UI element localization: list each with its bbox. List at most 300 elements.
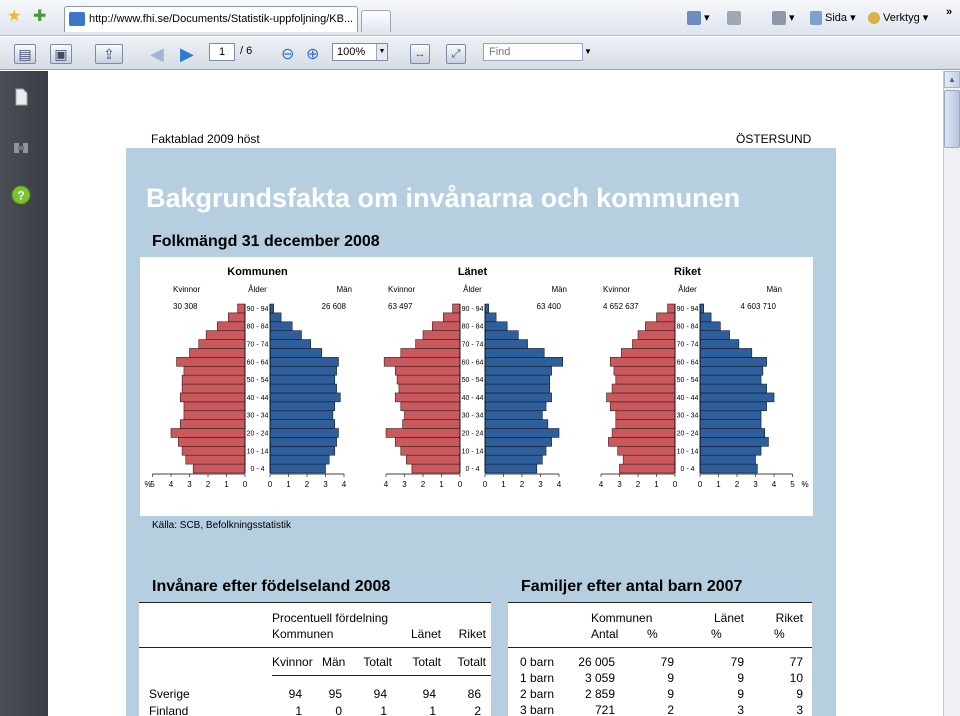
bar-women	[401, 348, 460, 357]
age-tick-label: 50 - 54	[461, 377, 484, 385]
age-tick-label: 30 - 34	[461, 412, 484, 420]
bar-women	[238, 304, 245, 313]
x-unit-right: %	[801, 480, 809, 489]
sub-header-pct-riket: %	[774, 627, 785, 641]
cell-lanet: 79	[730, 655, 744, 669]
bar-women	[401, 446, 460, 455]
age-tick-label: 80 - 84	[246, 323, 269, 331]
cell-pct: 79	[660, 655, 674, 669]
bar-women	[616, 411, 675, 420]
bar-men	[270, 357, 338, 366]
find-dropdown-icon[interactable]: ▼	[584, 47, 592, 56]
sub-header-kvinnor: Kvinnor	[272, 655, 313, 669]
bar-women	[645, 322, 675, 331]
bar-men	[270, 322, 292, 331]
gear-icon	[868, 12, 880, 24]
bar-women	[657, 313, 676, 322]
bar-men	[485, 420, 548, 429]
cell-kvinnor: 1	[295, 704, 302, 716]
pdf-nav-pane	[0, 71, 48, 716]
fit-page-button[interactable]	[446, 44, 466, 64]
bar-women	[403, 420, 460, 429]
age-label: Ålder	[463, 285, 482, 294]
bar-men	[485, 348, 544, 357]
bar-women	[180, 420, 245, 429]
cell-riket: 10	[789, 671, 803, 685]
bar-men	[700, 304, 704, 313]
bar-women	[432, 322, 460, 331]
bar-men	[485, 366, 552, 375]
bar-men	[700, 393, 774, 402]
bar-women	[190, 348, 246, 357]
plus-circle-icon: ⊕	[306, 46, 320, 63]
age-tick-label: 90 - 94	[246, 305, 269, 313]
x-tick-label: 1	[224, 480, 229, 489]
sub-header-totalt-kommun: Totalt	[363, 655, 392, 669]
next-page-button[interactable]	[180, 44, 194, 64]
bar-men	[270, 366, 337, 375]
bar-men	[270, 420, 335, 429]
bar-women	[182, 384, 245, 393]
bar-men	[270, 348, 322, 357]
chevron-more-icon[interactable]: »	[946, 6, 953, 18]
women-label: Kvinnor	[173, 285, 201, 294]
x-tick-label: 1	[654, 480, 659, 489]
women-total: 63 497	[388, 302, 413, 311]
subheader-divider	[272, 675, 491, 676]
age-tick-label: 70 - 74	[461, 341, 484, 349]
bar-women	[616, 420, 675, 429]
x-tick-label: 5	[790, 480, 795, 489]
svg-text:?: ?	[17, 188, 25, 203]
bar-men	[700, 375, 761, 384]
col-group-header: Procentuell fördelning	[272, 611, 389, 625]
bar-men	[485, 429, 559, 438]
x-tick-label: 0	[267, 480, 273, 489]
bar-women	[228, 313, 245, 322]
bar-men	[485, 437, 552, 446]
bar-women	[610, 357, 675, 366]
bar-men	[485, 340, 528, 349]
bar-women	[386, 429, 460, 438]
age-tick-label: 40 - 44	[461, 394, 484, 402]
x-tick-label: 4	[168, 480, 174, 489]
pages-icon[interactable]	[11, 87, 31, 107]
bar-men	[700, 446, 761, 455]
x-tick-label: 3	[538, 480, 543, 489]
panel-title: Riket	[674, 266, 701, 278]
col-header-lanet: Länet	[410, 627, 441, 641]
home-menu-arrow: ▾	[704, 12, 710, 24]
bar-men	[270, 437, 337, 446]
chart-source: Källa: SCB, Befolkningsstatistik	[152, 520, 291, 531]
share-button[interactable]	[95, 44, 123, 64]
bar-men	[700, 357, 767, 366]
bar-women	[614, 366, 675, 375]
bar-women	[610, 402, 675, 411]
bar-women	[184, 402, 245, 411]
age-tick-label: 40 - 44	[676, 394, 699, 402]
x-tick-label: 1	[716, 480, 721, 489]
bar-men	[700, 384, 767, 393]
age-tick-label: 30 - 34	[676, 412, 699, 420]
x-tick-label: 0	[697, 480, 703, 489]
browser-toolbar	[0, 0, 960, 36]
cell-antal: 721	[594, 703, 615, 716]
bar-women	[184, 366, 245, 375]
bar-men	[485, 304, 489, 313]
share-icon: ⇪	[103, 45, 115, 62]
bar-men	[270, 375, 335, 384]
x-tick-label: 3	[323, 480, 328, 489]
women-label: Kvinnor	[603, 285, 631, 294]
bar-women	[638, 331, 675, 340]
attachments-icon[interactable]	[11, 137, 31, 157]
row-label: Finland	[149, 704, 189, 716]
col-header-kommun: Kommunen	[591, 611, 653, 625]
age-label: Ålder	[248, 285, 267, 294]
x-tick-label: 3	[402, 480, 407, 489]
age-tick-label: 10 - 14	[461, 448, 484, 456]
bar-men	[270, 313, 281, 322]
bar-women	[668, 304, 675, 313]
row-label: 3 barn	[520, 703, 555, 716]
bar-women	[416, 340, 460, 349]
bar-women	[399, 384, 460, 393]
bar-men	[485, 446, 546, 455]
print-button[interactable]: ▾	[772, 10, 795, 26]
age-tick-label: 0 - 4	[680, 466, 695, 474]
x-tick-label: 2	[304, 480, 310, 489]
bar-women	[623, 455, 675, 464]
birthplace-section-title: Invånare efter födelseland 2008	[152, 578, 391, 595]
bar-women	[423, 331, 460, 340]
cell-riket: 2	[474, 704, 481, 716]
age-tick-label: 0 - 4	[250, 466, 265, 474]
zoom-dropdown-icon[interactable]: ▼	[376, 44, 387, 60]
prev-page-button[interactable]	[150, 44, 164, 64]
bar-men	[700, 331, 730, 340]
bar-men	[700, 322, 720, 331]
panel-title: Kommunen	[227, 266, 288, 278]
bar-women	[217, 322, 245, 331]
population-pyramid-chart	[140, 257, 813, 516]
bar-men	[485, 402, 546, 411]
families-table	[508, 602, 812, 716]
birthplace-table	[139, 602, 491, 716]
men-total: 63 400	[536, 302, 561, 311]
bar-women	[206, 331, 245, 340]
x-tick-label: 0	[457, 480, 463, 489]
age-tick-label: 60 - 64	[676, 359, 699, 367]
page-number-input[interactable]	[209, 43, 235, 61]
age-tick-label: 40 - 44	[246, 394, 269, 402]
x-tick-label: 4	[598, 480, 604, 489]
home-icon	[687, 11, 701, 25]
browser-tab-title: http://www.fhi.se/Documents/Statistik-uppfoljning/KB...	[89, 13, 354, 25]
bar-men	[700, 340, 739, 349]
pdf-document-page	[48, 71, 943, 716]
bar-women	[171, 429, 245, 438]
sub-header-totalt-riket: Totalt	[457, 655, 486, 669]
feeds-icon	[727, 11, 741, 25]
age-tick-label: 20 - 24	[246, 430, 269, 438]
cell-pct: 9	[667, 671, 674, 685]
bar-men	[270, 393, 340, 402]
cell-riket: 86	[467, 687, 481, 701]
zoom-in-button[interactable]	[306, 44, 319, 64]
bar-women	[182, 375, 245, 384]
cell-lanet: 9	[737, 671, 744, 685]
cell-totalt: 1	[380, 704, 387, 716]
bar-women	[453, 304, 460, 313]
bar-women	[184, 411, 245, 420]
home-button[interactable]	[687, 10, 710, 26]
bar-men	[700, 437, 768, 446]
x-tick-label: 4	[341, 480, 347, 489]
men-total: 26 608	[321, 302, 346, 311]
page-menu[interactable]: Sida ▾	[810, 10, 856, 26]
disk-icon: ▣	[54, 45, 68, 62]
x-tick-label: 3	[753, 480, 758, 489]
bar-women	[193, 464, 245, 473]
bar-men	[270, 464, 326, 473]
row-label: Sverige	[149, 687, 190, 701]
header-divider	[139, 647, 491, 648]
x-tick-label: 2	[635, 480, 641, 489]
scroll-up-arrow-icon[interactable]: ▲	[944, 71, 960, 88]
bar-men	[485, 455, 542, 464]
bar-women	[618, 446, 675, 455]
x-unit-left: %	[144, 480, 152, 489]
women-total: 30 308	[173, 302, 198, 311]
bar-women	[621, 348, 675, 357]
bar-men	[700, 411, 761, 420]
men-label: Män	[551, 285, 567, 294]
bar-women	[182, 446, 245, 455]
x-tick-label: 1	[501, 480, 506, 489]
bar-men	[270, 340, 311, 349]
bar-women	[608, 437, 675, 446]
cell-riket: 77	[789, 655, 803, 669]
bar-women	[199, 340, 245, 349]
bar-women	[401, 402, 460, 411]
bar-men	[700, 348, 752, 357]
cell-pct: 9	[667, 687, 674, 701]
x-tick-label: 5	[150, 480, 155, 489]
fit-width-icon: ↔	[414, 48, 426, 60]
bar-women	[384, 357, 460, 366]
panel-title: Länet	[457, 266, 488, 278]
x-tick-label: 0	[482, 480, 488, 489]
bar-men	[485, 357, 563, 366]
x-tick-label: 3	[617, 480, 622, 489]
men-label: Män	[336, 285, 352, 294]
age-tick-label: 70 - 74	[246, 341, 269, 349]
x-tick-label: 4	[383, 480, 389, 489]
bar-men	[700, 464, 757, 473]
scrollbar-thumb[interactable]	[944, 90, 960, 148]
new-tab-button[interactable]	[361, 10, 391, 32]
header-left: Faktablad 2009 höst	[151, 132, 260, 146]
age-tick-label: 90 - 94	[676, 305, 699, 313]
arrow-left-icon: ◀	[150, 43, 164, 64]
cell-man: 95	[328, 687, 342, 701]
sub-header-totalt-lanet: Totalt	[412, 655, 441, 669]
age-tick-label: 70 - 74	[676, 341, 699, 349]
x-tick-label: 2	[420, 480, 426, 489]
women-total: 4 652 637	[603, 302, 639, 311]
age-tick-label: 60 - 64	[246, 359, 269, 367]
row-label: 2 barn	[520, 687, 555, 701]
bar-men	[700, 402, 767, 411]
x-tick-label: 3	[187, 480, 192, 489]
age-tick-label: 0 - 4	[465, 466, 480, 474]
tools-menu[interactable]: Verktyg ▾	[868, 10, 928, 26]
bar-women	[397, 375, 460, 384]
bar-women	[412, 464, 460, 473]
x-tick-label: 1	[439, 480, 444, 489]
save-pdf-button[interactable]	[50, 44, 72, 64]
bar-women	[612, 384, 675, 393]
col-header-riket: Riket	[458, 627, 486, 641]
add-favorites-icon[interactable]: ✚	[33, 8, 47, 25]
bar-men	[700, 455, 756, 464]
fit-width-button[interactable]	[410, 44, 430, 64]
cell-antal: 26 005	[578, 655, 615, 669]
zoom-out-button[interactable]	[281, 44, 294, 64]
bar-men	[485, 464, 537, 473]
fit-page-icon: ⤢	[451, 47, 461, 60]
bar-men	[270, 446, 335, 455]
cell-lanet: 3	[737, 703, 744, 716]
page-favicon-icon	[69, 12, 85, 26]
x-tick-label: 1	[286, 480, 291, 489]
main-title: Bakgrundsfakta om invånarna och kommunen	[146, 183, 741, 213]
col-header-lanet: Länet	[713, 611, 744, 625]
x-tick-label: 4	[771, 480, 777, 489]
age-tick-label: 80 - 84	[461, 323, 484, 331]
col-header-kommun: Kommunen	[272, 627, 334, 641]
cell-pct: 2	[667, 703, 674, 716]
age-tick-label: 80 - 84	[676, 323, 699, 331]
population-subtitle: Folkmängd 31 december 2008	[152, 233, 380, 250]
bar-men	[485, 393, 552, 402]
col-header-riket: Riket	[775, 611, 803, 625]
x-tick-label: 2	[519, 480, 525, 489]
age-tick-label: 20 - 24	[461, 430, 484, 438]
printer-icon	[772, 11, 786, 25]
cell-lanet: 1	[429, 704, 436, 716]
population-pyramid-svg	[140, 257, 813, 516]
men-total: 4 603 710	[740, 302, 776, 311]
cell-riket: 9	[796, 687, 803, 701]
bar-men	[485, 331, 518, 340]
x-tick-label: 2	[734, 480, 740, 489]
age-label: Ålder	[678, 285, 697, 294]
x-tick-label: 0	[672, 480, 678, 489]
bar-women	[405, 411, 461, 420]
bar-women	[443, 313, 460, 322]
bar-men	[270, 384, 337, 393]
find-input[interactable]	[483, 43, 583, 61]
sub-header-pct-lanet: %	[711, 627, 722, 641]
age-tick-label: 10 - 14	[676, 448, 699, 456]
age-tick-label: 50 - 54	[676, 377, 699, 385]
families-section-title: Familjer efter antal barn 2007	[521, 578, 743, 595]
age-tick-label: 20 - 24	[676, 430, 699, 438]
cell-kvinnor: 94	[288, 687, 302, 701]
cell-antal: 3 059	[584, 671, 615, 685]
tools-menu-label: Verktyg	[883, 12, 920, 24]
men-label: Män	[766, 285, 782, 294]
cell-man: 0	[335, 704, 342, 716]
cell-totalt: 94	[373, 687, 387, 701]
age-tick-label: 60 - 64	[461, 359, 484, 367]
minus-circle-icon: ⊖	[281, 46, 295, 63]
bar-women	[186, 455, 245, 464]
bar-women	[180, 393, 245, 402]
cell-lanet: 94	[422, 687, 436, 701]
bar-women	[406, 455, 460, 464]
bar-women	[632, 340, 675, 349]
x-tick-label: 0	[242, 480, 248, 489]
bar-men	[485, 322, 507, 331]
bar-men	[270, 455, 329, 464]
bar-women	[607, 393, 675, 402]
bar-men	[485, 384, 550, 393]
bar-women	[620, 464, 676, 473]
bar-men	[270, 411, 333, 420]
bar-women	[178, 437, 245, 446]
header-divider	[508, 647, 812, 648]
cell-lanet: 9	[737, 687, 744, 701]
header-right: ÖSTERSUND	[736, 132, 812, 146]
bar-men	[270, 331, 301, 340]
bar-men	[700, 313, 711, 322]
favorites-star-icon[interactable]: ★	[7, 8, 22, 25]
cell-riket: 3	[796, 703, 803, 716]
help-icon[interactable]	[11, 185, 31, 205]
x-tick-label: 4	[556, 480, 562, 489]
bar-men	[700, 420, 761, 429]
bar-women	[395, 366, 460, 375]
zoom-select[interactable]: 100%	[332, 43, 388, 61]
age-tick-label: 50 - 54	[246, 377, 269, 385]
bar-men	[485, 375, 550, 384]
vertical-scrollbar[interactable]	[943, 71, 960, 716]
sub-header-pct-kommun: %	[647, 627, 658, 641]
bar-men	[485, 313, 496, 322]
x-tick-label: 2	[205, 480, 211, 489]
bar-women	[616, 375, 675, 384]
bar-women	[177, 357, 245, 366]
browser-tab[interactable]	[64, 6, 358, 32]
feeds-button[interactable]	[727, 10, 744, 26]
sub-header-antal: Antal	[591, 627, 619, 641]
age-tick-label: 90 - 94	[461, 305, 484, 313]
bar-men	[485, 411, 542, 420]
bar-men	[270, 304, 274, 313]
bar-women	[395, 393, 460, 402]
sub-header-man: Män	[322, 655, 346, 669]
bar-men	[700, 366, 763, 375]
printer-icon: ▤	[18, 45, 32, 62]
bar-men	[270, 402, 335, 411]
cell-antal: 2 859	[584, 687, 615, 701]
print-pdf-button[interactable]	[14, 44, 36, 64]
page-menu-label: Sida	[825, 12, 848, 24]
